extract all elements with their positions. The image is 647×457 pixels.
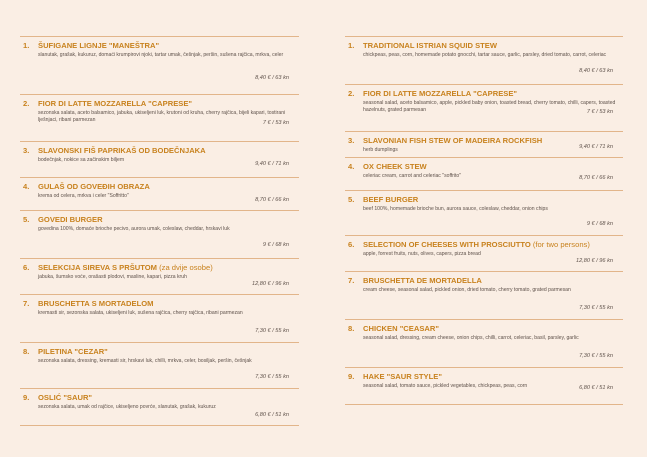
menu-item [345, 236, 623, 271]
menu-column-english [345, 36, 623, 405]
item-description: bodečnjak, nokice sa začinskim biljem [38, 157, 125, 163]
item-number: 2. [348, 89, 355, 98]
item-name: SLAVONIAN FISH STEW OF MADEIRA ROCKFISH [363, 136, 543, 145]
item-name: PILETINA "CEZAR" [38, 347, 108, 356]
item-description: krema od celera, mrkva i celer "Soffritto" [38, 193, 129, 199]
item-description: cream cheese, seasonal salad, pickled onion, dried tomato, cherry tomato, grated parmesan [363, 287, 571, 293]
divider [20, 425, 299, 426]
item-name: OSLIĆ "SAUR" [38, 393, 93, 402]
item-name-text: SELEKCIJA SIREVA S PRŠUTOM [38, 263, 157, 272]
item-price: 8,70 € / 66 kn [579, 175, 613, 181]
item-description: herb dumplings [363, 147, 398, 153]
item-price: 7,30 € / 55 kn [255, 374, 289, 380]
item-price: 12,80 € / 96 kn [251, 281, 289, 287]
item-price: 6,80 € / 51 kn [579, 385, 613, 391]
item-price: 7,30 € / 55 kn [579, 305, 613, 311]
menu-item [345, 368, 623, 404]
item-number: 3. [348, 136, 355, 145]
item-price: 8,40 € / 63 kn [579, 68, 613, 74]
item-price: 7 € / 53 kn [262, 120, 289, 126]
item-number: 1. [23, 41, 30, 50]
menu-item [20, 142, 299, 177]
item-description: seasonal salad, tomato sauce, pickled vegetables, chickpeas, peas, corn [363, 383, 528, 389]
item-name-text: SELECTION OF CHEESES WITH PROSCIUTTO [363, 240, 531, 249]
item-name: HAKE "SAUR STYLE" [363, 372, 442, 381]
item-number: 5. [23, 215, 30, 224]
menu-item [345, 191, 623, 235]
item-description: kremasti sir, sezonska salata, ukiseljeni luk, sušena rajčica, cherry rajčica, ribani parmezan [38, 310, 243, 316]
menu-item [20, 37, 299, 94]
item-price: 9,40 € / 71 kn [255, 161, 289, 167]
divider [345, 404, 623, 405]
item-number: 8. [23, 347, 30, 356]
item-name: BRUSCHETTA S MORTADELOM [38, 299, 154, 308]
item-number: 3. [23, 146, 30, 155]
item-name-note: (for two persons) [532, 240, 590, 249]
item-description: seasonal salad, aceto balsamico, apple, pickled baby onion, toasted bread, cherry tomato, chilli, capers, toasted hazelnuts, grated parmesan [363, 100, 616, 114]
item-description: sezonska salata, dressing, kremasti sir, hrskavi luk, chilli, mrkva, celer, bosiljak, peršin, češnjak [38, 358, 252, 364]
item-number: 6. [23, 263, 30, 272]
item-number: 6. [348, 240, 355, 249]
item-number: 7. [23, 299, 30, 308]
item-name: BEEF BURGER [363, 195, 419, 204]
menu-item [20, 295, 299, 342]
item-name: ŠUFIGANE LIGNJE "MANEŠTRA" [38, 41, 160, 50]
item-price: 9 € / 68 kn [586, 221, 613, 227]
item-price: 7,30 € / 55 kn [255, 328, 289, 334]
item-price: 9,40 € / 71 kn [579, 144, 613, 150]
item-price: 8,40 € / 63 kn [255, 75, 289, 81]
item-name: TRADITIONAL ISTRIAN SQUID STEW [363, 41, 498, 50]
item-name [363, 240, 623, 250]
item-description: slanutak, grašak, kukuruz, domaći krumpirovi njoki, tartar umak, češnjak, peršin, sušena rajčica, mrkva, celer [38, 52, 284, 58]
item-number: 9. [23, 393, 30, 402]
item-description: celeriac cream, carrot and celeriac "soffrito" [363, 173, 462, 179]
item-number: 2. [23, 99, 30, 108]
item-number: 1. [348, 41, 355, 50]
item-name: OX CHEEK STEW [363, 162, 427, 171]
menu-item [345, 158, 623, 190]
menu-item [20, 259, 299, 294]
item-number: 7. [348, 276, 355, 285]
item-name-note: (za dvije osobe) [159, 263, 213, 272]
item-price: 7,30 € / 55 kn [579, 353, 613, 359]
menu-item [345, 85, 623, 131]
item-name: FIOR DI LATTE MOZZARELLA "CAPRESE" [363, 89, 518, 98]
menu-column-croatian [20, 36, 299, 426]
item-description: sezonska salata, umak od rajčice, ukiseljeno povrće, slanutak, grašak, kukuruz [38, 404, 216, 410]
item-price: 8,70 € / 66 kn [255, 197, 289, 203]
item-price: 6,80 € / 51 kn [255, 412, 289, 418]
item-number: 4. [348, 162, 355, 171]
menu-item [20, 343, 299, 388]
item-price: 12,80 € / 96 kn [575, 258, 613, 264]
menu-item [20, 389, 299, 425]
item-description: chickpeas, peas, corn, homemade potato gnocchi, tartar sauce, garlic, parsley, dried tomato, carrot, celeriac [363, 52, 607, 58]
item-name: GOVEDI BURGER [38, 215, 103, 224]
item-description: beef 100%, homemade brioche bun, aurora sauce, coleslaw, cheddar, onion chips [363, 206, 548, 212]
menu-item [345, 320, 623, 367]
menu-item [20, 211, 299, 258]
item-name: CHICKEN "CEASAR" [363, 324, 439, 333]
menu-item [20, 95, 299, 141]
item-description: seasonal salad, dressing, cream cheese, onion chips, chilli, carrot, celeriac, basil, parsley, garlic [363, 335, 579, 341]
item-number: 4. [23, 182, 30, 191]
item-description: jabuka, šumsko voće, orašasti plodovi, masline, kapari, pizza kruh [38, 274, 187, 280]
item-name: BRUSCHETTA DE MORTADELLA [363, 276, 482, 285]
item-number: 9. [348, 372, 355, 381]
menu-item [345, 132, 623, 157]
item-description: apple, forrest fruits, nuts, olives, capers, pizza bread [363, 251, 481, 257]
item-name: FIOR DI LATTE MOZZARELLA "CAPRESE" [38, 99, 193, 108]
menu-item [345, 272, 623, 319]
item-description: sezonska salata, aceto balsamico, jabuka, ukiseljeni luk, krutoni od kruha, cherry rajčica, bijeli kapari, tostirani lješnjaci, ribani parmezan [38, 110, 286, 124]
item-name: GULAŠ OD GOVEĐIH OBRAZA [38, 182, 150, 191]
item-number: 8. [348, 324, 355, 333]
item-description: govedina 100%, domaće brioche pecivo, aurora umak, coleslaw, cheddar, hrskavi luk [38, 226, 230, 232]
item-number: 5. [348, 195, 355, 204]
menu-item [345, 37, 623, 84]
item-name [38, 263, 299, 273]
item-name: SLAVONSKI FIŠ PAPRIKAŠ OD BODEČNJAKA [38, 146, 206, 155]
menu-item [20, 178, 299, 210]
item-price: 7 € / 53 kn [586, 109, 613, 115]
item-price: 9 € / 68 kn [262, 242, 289, 248]
